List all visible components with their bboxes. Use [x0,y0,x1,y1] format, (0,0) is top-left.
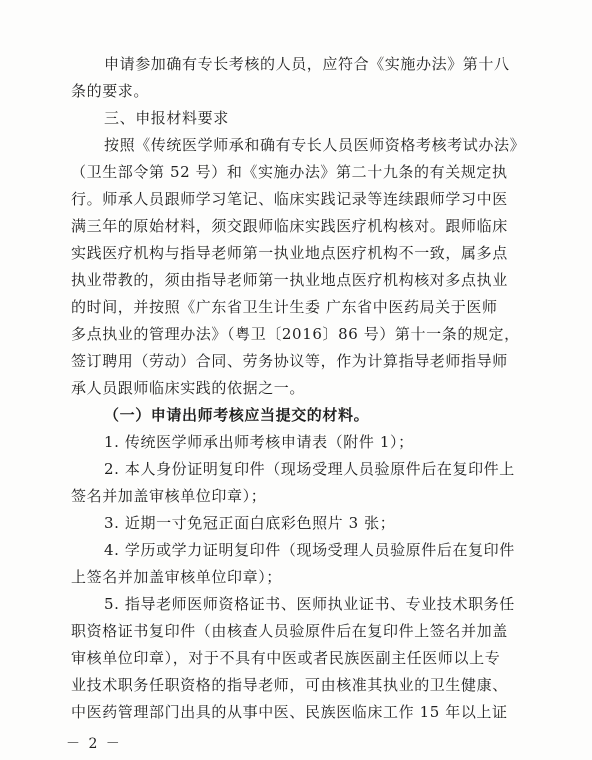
text-line: 满三年的原始材料，须交跟师临床实践医疗机构核对。跟师临床 [71,217,508,235]
text-line: 上签名并加盖审核单位印章）； [71,568,282,586]
list-item: 1. 传统医学师承出师考核申请表（附件 1）； [104,433,414,451]
list-item: 4. 学历或学力证明复印件（现场受理人员验原件后在复印件 [104,541,515,559]
text-line: 职资格证书复印件（由核查人员验原件后在复印件上签名并加盖 [71,622,508,640]
list-item: 2. 本人身份证明复印件（现场受理人员验原件后在复印件上 [104,460,515,478]
section-heading: 三、申报材料要求 [104,109,229,127]
text-line: 承人员跟师临床实践的依据之一。 [71,379,306,397]
text-line: 按照《传统医学师承和确有专长人员医师资格考核考试办法》 [104,136,526,154]
text-line: 行。师承人员跟师学习笔记、临床实践记录等连续跟师学习中医 [71,190,508,208]
text-line: 签名并加盖审核单位印章）； [71,487,267,505]
text-line: 多点执业的管理办法》（粤卫〔2016〕86 号）第十一条的规定， [71,325,520,343]
list-item: 3. 近期一寸免冠正面白底彩色照片 3 张； [104,514,396,532]
text-line: 实践医疗机构与指导老师第一执业地点医疗机构不一致，属多点 [71,244,508,262]
list-item: 5. 指导老师医师资格证书、医师执业证书、专业技术职务任 [104,595,515,613]
subsection-heading: （一）申请出师考核应当提交的材料。 [104,406,370,424]
page-number: － 2 － [66,736,122,752]
text-line: 执业带教的，须由指导老师第一执业地点医疗机构核对多点执业 [71,271,508,289]
text-line: 的时间，并按照《广东省卫生计生委 广东省中医药局关于医师 [71,298,498,316]
text-line: 业技术职务任职资格的指导老师，可由核准其执业的卫生健康、 [71,676,508,694]
text-line: 条的要求。 [71,82,150,100]
text-line: 中医药管理部门出具的从事中医、民族医临床工作 15 年以上证 [71,703,508,721]
text-line: 审核单位印章），对于不具有中医或者民族医副主任医师以上专 [71,649,501,667]
text-line: 申请参加确有专长考核的人员，应符合《实施办法》第十八 [104,55,510,73]
text-line: 签订聘用（劳动）合同、劳务协议等，作为计算指导老师指导师 [71,352,508,370]
text-line: （卫生部令第 52 号）和《实施办法》第二十九条的有关规定执 [71,163,508,181]
